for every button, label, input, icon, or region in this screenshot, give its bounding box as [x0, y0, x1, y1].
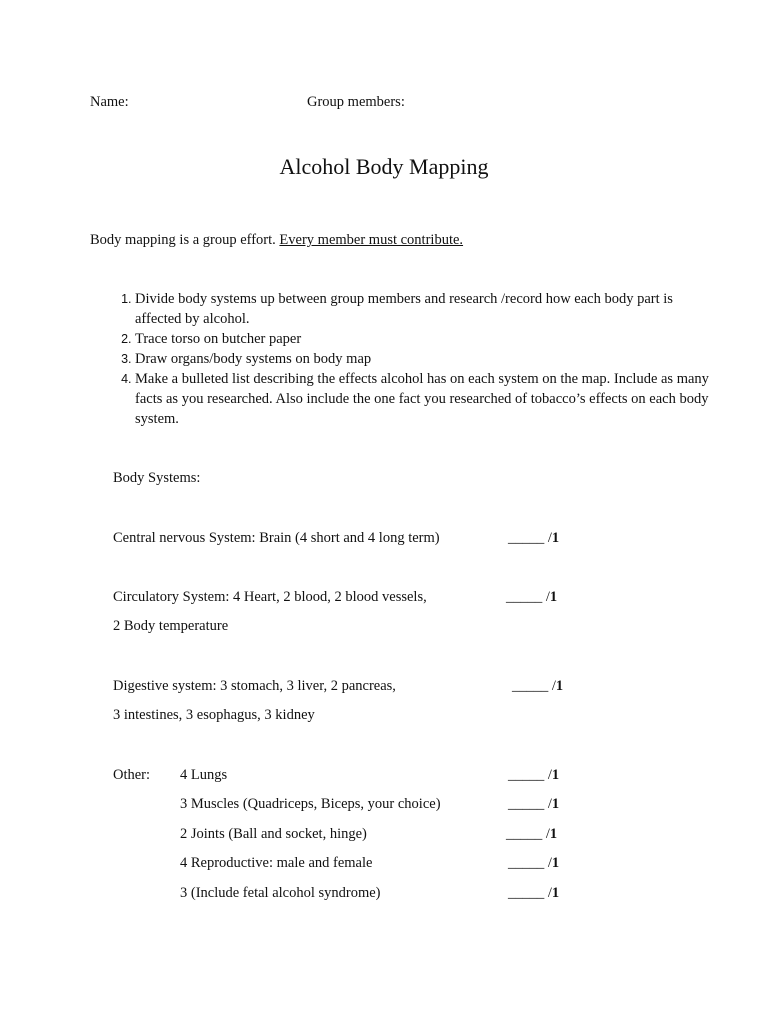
- other-label: Other:: [113, 767, 151, 783]
- instruction-step: 4. Make a bulleted list describing the effects alcohol has on each system on the map. Include as many facts as you researched. Also include the one fact you researched of tobacco’s effects on each body system.: [135, 369, 715, 429]
- score-other: [506, 826, 557, 843]
- score-points: 1: [555, 678, 564, 694]
- intro-emphasis: Every member must contribute.: [279, 232, 464, 248]
- score-points: 1: [551, 767, 560, 783]
- intro-text: Body mapping is a group effort.: [90, 232, 280, 248]
- instruction-step: 2. Trace torso on butcher paper: [135, 329, 715, 349]
- name-label: Name:: [90, 94, 129, 110]
- score-other: [508, 885, 559, 902]
- other-item: 3 Muscles (Quadriceps, Biceps, your choice): [180, 796, 441, 812]
- body-systems-label: Body Systems:: [113, 470, 201, 486]
- group-members-label: Group members:: [307, 94, 405, 110]
- score-other: [508, 855, 559, 872]
- score-points: 1: [549, 826, 558, 842]
- score-points: 1: [551, 885, 560, 901]
- score-blank: _____ /: [508, 767, 552, 783]
- score-other: [508, 796, 559, 813]
- score-blank: _____ /: [512, 678, 556, 694]
- other-item: 2 Joints (Ball and socket, hinge): [180, 826, 367, 842]
- score-points: 1: [549, 589, 558, 605]
- instruction-step: 3. Draw organs/body systems on body map: [135, 349, 715, 369]
- score-points: 1: [551, 855, 560, 871]
- instructions-list: [90, 289, 715, 429]
- system-digestive: Digestive system: 3 stomach, 3 liver, 2 pancreas,: [113, 678, 396, 694]
- other-item: 3 (Include fetal alcohol syndrome): [180, 885, 381, 901]
- instruction-step: 1. Divide body systems up between group members and research /record how each body part is affected by alcohol.: [135, 289, 715, 329]
- score-blank: _____ /: [506, 589, 550, 605]
- score-digestive: [512, 678, 563, 695]
- intro-paragraph: [90, 232, 463, 249]
- score-blank: _____ /: [506, 826, 550, 842]
- score-blank: _____ /: [508, 796, 552, 812]
- score-blank: _____ /: [508, 855, 552, 871]
- score-blank: _____ /: [508, 530, 552, 546]
- system-cns: Central nervous System: Brain (4 short and 4 long term): [113, 530, 440, 546]
- score-points: 1: [551, 796, 560, 812]
- other-item: 4 Lungs: [180, 767, 228, 783]
- page-title: Alcohol Body Mapping: [279, 154, 489, 179]
- system-circulatory: Circulatory System: 4 Heart, 2 blood, 2 blood vessels,: [113, 589, 427, 605]
- score-blank: _____ /: [508, 885, 552, 901]
- system-digestive-cont: 3 intestines, 3 esophagus, 3 kidney: [113, 707, 315, 723]
- other-item: 4 Reproductive: male and female: [180, 855, 373, 871]
- system-circulatory-cont: 2 Body temperature: [113, 618, 229, 634]
- score-cns: [508, 530, 559, 547]
- score-other: [508, 767, 559, 784]
- score-points: 1: [551, 530, 560, 546]
- score-circulatory: [506, 589, 557, 606]
